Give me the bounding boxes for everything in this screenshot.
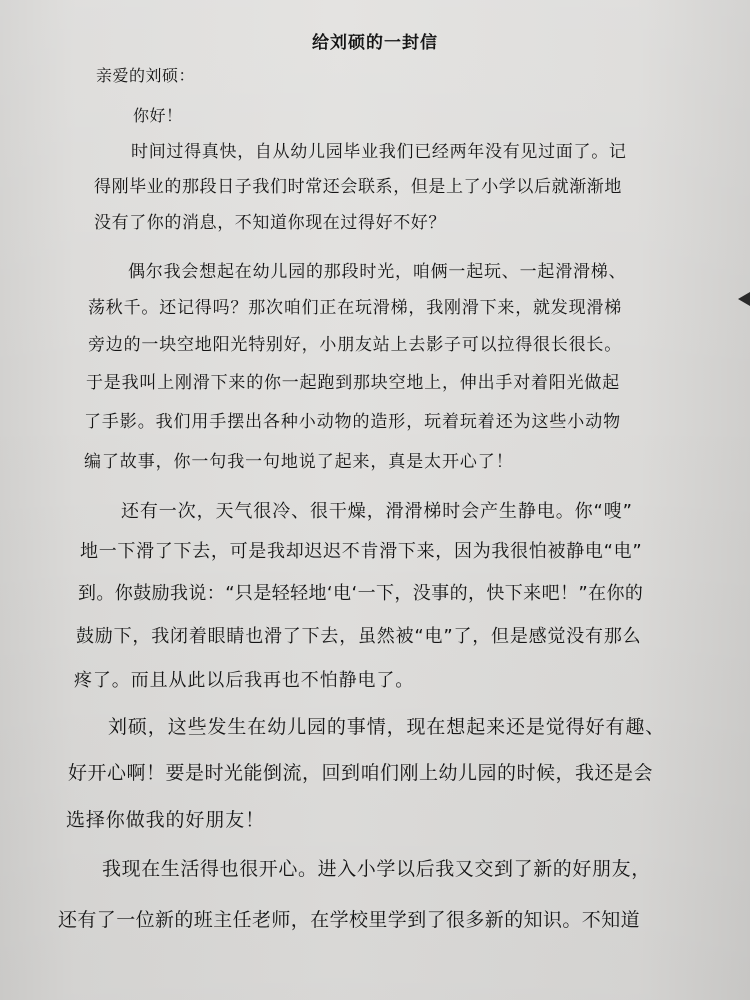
letter-line: 偶尔我会想起在幼儿园的那段时光，咱俩一起玩、一起滑滑梯、 [128, 262, 627, 282]
letter-salutation: 亲爱的刘硕： [96, 66, 196, 85]
letter-line: 于是我叫上刚滑下来的你一起跑到那块空地上，伸出手对着阳光做起 [86, 373, 620, 393]
letter-line: 好开心啊！要是时光能倒流，回到咱们刚上幼儿园的时候，我还是会 [68, 762, 654, 784]
letter-line: 选择你做我的好朋友！ [66, 809, 266, 831]
letter-line: 刘硕，这些发生在幼儿园的事情，现在想起来还是觉得好有趣、 [108, 716, 666, 738]
letter-line: 时间过得真快，自从幼儿园毕业我们已经两年没有见过面了。记 [131, 142, 627, 162]
letter-line: 地一下滑了下去，可是我却迟迟不肯滑下来，因为我很怕被静电“电” [80, 541, 643, 562]
letter-line: 鼓励下，我闭着眼睛也滑了下去，虽然被“电”了，但是感觉没有那么 [76, 626, 642, 647]
letter-line: 编了故事，你一句我一句地说了起来，真是太开心了！ [84, 452, 514, 472]
letter-line: 疼了。而且从此以后我再也不怕静电了。 [74, 670, 415, 691]
letter-line: 我现在生活得也很开心。进入小学以后我又交到了新的好朋友， [102, 858, 651, 880]
letter-greeting: 你好！ [133, 106, 183, 125]
letter-line: 得刚毕业的那段日子我们时常还会联系，但是上了小学以后就渐渐地 [94, 177, 622, 197]
letter-line: 没有了你的消息，不知道你现在过得好不好？ [94, 213, 446, 233]
page-edge-marker [738, 292, 750, 306]
letter-line: 了手影。我们用手摆出各种小动物的造形，玩着玩着还为这些小动物 [84, 412, 621, 432]
letter-line: 旁边的一块空地阳光特别好，小朋友站上去影子可以拉得很长很长。 [88, 335, 622, 355]
letter-line: 还有一次，天气很冷、很干燥，滑滑梯时会产生静电。你“嗖” [121, 501, 633, 522]
letter-line: 还有了一位新的班主任老师，在学校里学到了很多新的知识。不知道 [58, 909, 641, 931]
letter-line: 到。你鼓励我说：“只是轻轻地‘电‘一下，没事的，快下来吧！”在你的 [78, 583, 644, 604]
letter-line: 荡秋千。还记得吗？那次咱们正在玩滑梯，我刚滑下来，就发现滑梯 [88, 298, 622, 318]
letter-title: 给刘硕的一封信 [312, 33, 438, 53]
